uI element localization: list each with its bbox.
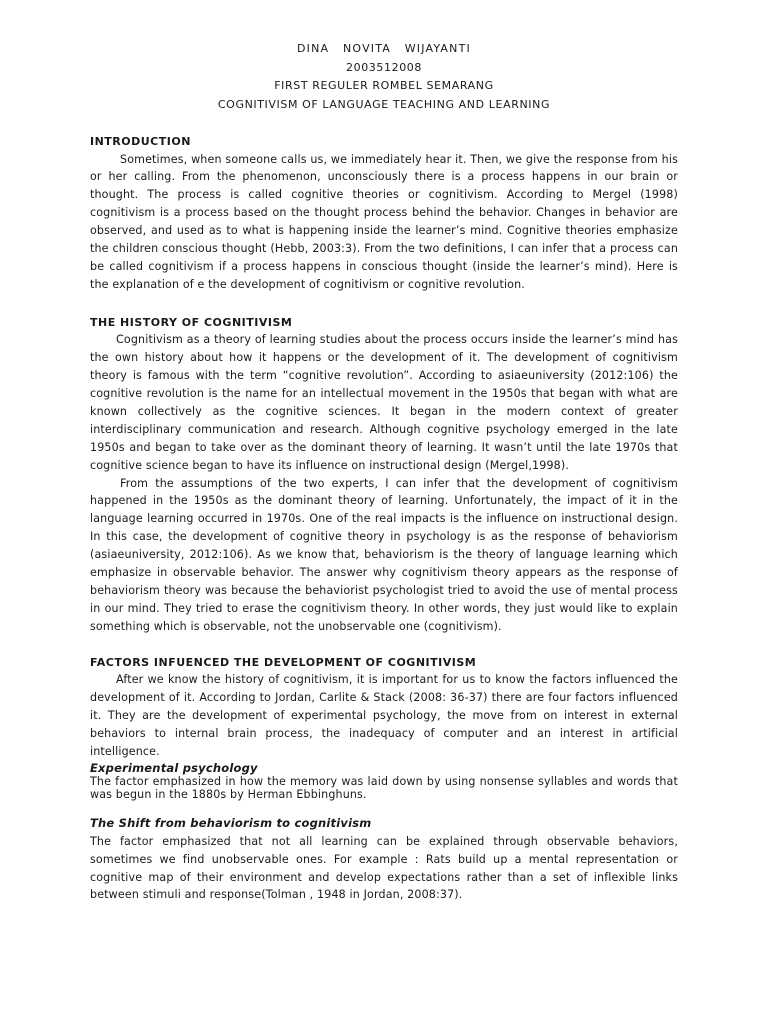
- experimental-psychology-text: The factor emphasized in how the memory was laid down by using nonsense syllables and words that was begun in the 1880s by Herman Ebbinghuns.: [90, 774, 678, 802]
- document-title: COGNITIVISM OF LANGUAGE TEACHING AND LEARNING: [217, 97, 551, 111]
- author-name: DINA NOVITA WIJAYANTI: [297, 42, 471, 55]
- factors-heading: FACTORS INFUENCED THE DEVELOPMENT OF COGNITIVISM: [90, 655, 477, 669]
- experimental-psychology-heading: Experimental psychology: [90, 760, 258, 775]
- factors-section: [90, 654, 678, 905]
- document-header: [90, 40, 678, 114]
- class-name: FIRST REGULER ROMBEL SEMARANG: [274, 79, 494, 92]
- history-paragraph-2: From the assumptions of the two experts, I can infer that the development of cognitivism happened in the 1950s as the dominant theory of learning. Unfortunately, the impact of it in the language learning occurred in 1970s. One of the real impacts is the influence on instructional design. In this case, the development of cognitive theory in psychology is as the response of behaviorism (asiaeuniversity, 2012:106). As we know that, behaviorism is the theory of language learning which emphasize in observable behavior. The answer why cognitivism theory appears as the response of behaviorism theory was because the behaviorist psychologist tried to avoid the use of mental process in our mind. They tried to erase the cognitivism theory. In other words, they just would like to explain something which is observable, not the unobservable one (cognitivism).: [90, 476, 678, 633]
- shift-text: The factor emphasized that not all learning can be explained through observable behaviors, sometimes we find unobservable ones. For example : Rats build up a mental representation or cognitive map of their environment and develop expectations rather than a set of inflexible links between stimuli and response(Tolman , 1948 in Jordan, 2008:37).: [90, 834, 678, 902]
- introduction-section: [90, 133, 678, 294]
- shift-heading: The Shift from behaviorism to cognitivism: [90, 815, 372, 830]
- factors-paragraph: After we know the history of cognitivism, it is important for us to know the factors influenced the development of it. According to Jordan, Carlite & Stack (2008: 36-37) there are four factors influenced it. They are the development of experimental psychology, the move from on interest in external behaviors to internal brain process, the inadequacy of computer and an interest in artificial intelligence.: [90, 673, 678, 758]
- history-paragraph-1: Cognitivism as a theory of learning studies about the process occurs inside the learner’s mind has the own history about how it happens or the development of it. The development of cognitivism theory is famous with the term “cognitive revolution”. According to asiaeuniversity (2012:106) the cognitive revolution is the name for an intellectual movement in the 1950s that began with what are known collectively as the cognitive sciences. It began in the modern context of greater interdisciplinary communication and research. Although cognitive psychology emerged in the late 1950s and began to take over as the dominant theory of learning. It wasn’t until the late 1970s that cognitive science began to have its influence on instructional design (Mergel,1998).: [90, 333, 678, 472]
- history-section: [90, 314, 678, 636]
- introduction-paragraph: Sometimes, when someone calls us, we immediately hear it. Then, we give the response from his or her calling. From the phenomenon, unconsciously there is a process happens in our brain or thought. The process is called cognitive theories or cognitivism. According to Mergel (1998) cognitivism is a process based on the thought process behind the behavior. Changes in behavior are observed, and used as to what is happening inside the learner’s mind. Cognitive theories emphasize the children conscious thought (Hebb, 2003:3). From the two definitions, I can infer that a process can be called cognitivism if a process happens in conscious thought (inside the learner’s mind). Here is the explanation of e the development of cognitivism or cognitive revolution.: [90, 152, 678, 291]
- student-id: 2003512008: [346, 60, 422, 74]
- document-page: [90, 40, 678, 904]
- introduction-heading: INTRODUCTION: [90, 135, 191, 148]
- history-heading: THE HISTORY OF COGNITIVISM: [90, 315, 293, 329]
